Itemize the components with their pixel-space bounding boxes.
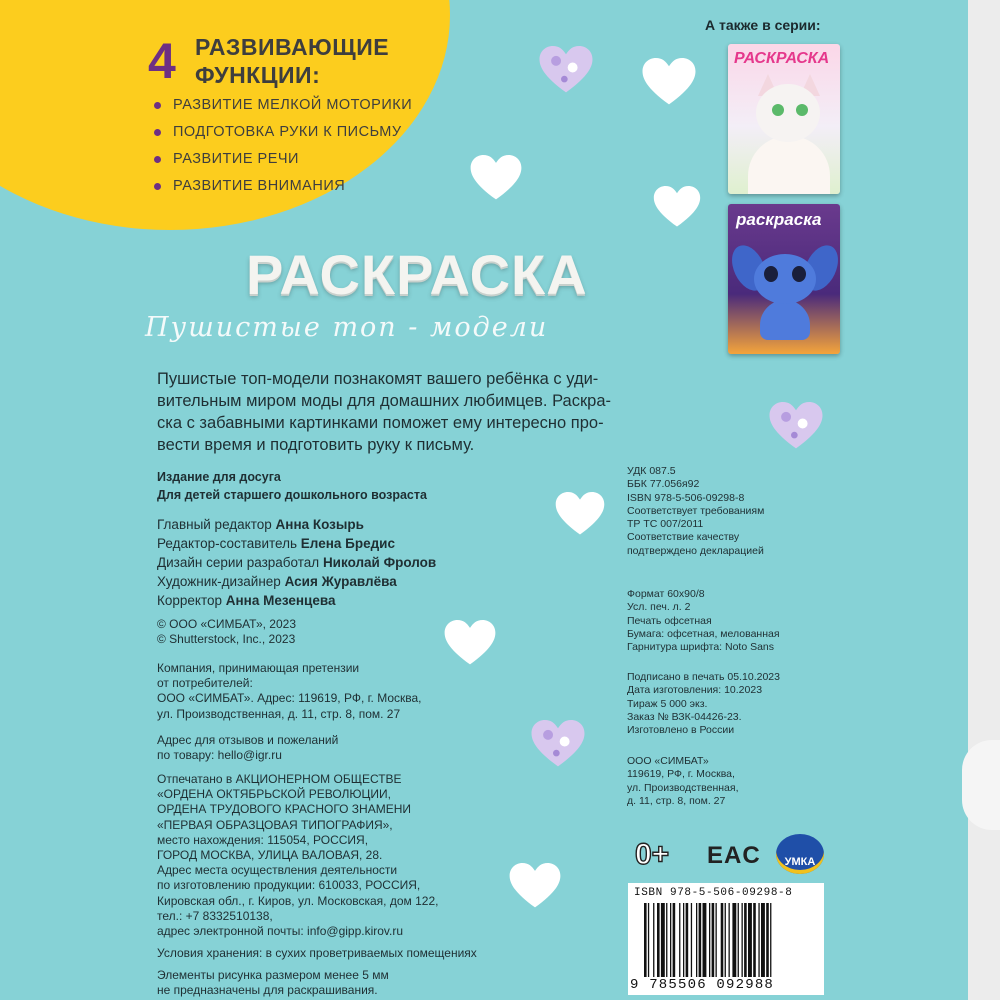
barcode-bar	[666, 903, 667, 977]
barcode-bar	[709, 903, 710, 977]
credit-name: Анна Козырь	[275, 517, 364, 532]
publisher-line: д. 11, стр. 8, пом. 27	[627, 794, 726, 807]
codes-line: Соответствие качеству	[627, 531, 740, 544]
print-info-line: Дата изготовления: 10.2023	[627, 684, 763, 697]
codes-line: подтверждено декларацией	[627, 544, 764, 557]
heart-icon	[508, 863, 562, 909]
publisher-block	[627, 755, 738, 808]
description-line: вести время и подготовить руку к письму.	[157, 436, 475, 454]
stitch-head-shape	[754, 254, 816, 304]
credit-role: Редактор-составитель	[157, 536, 298, 551]
print-info-line: Заказ № ВЗК-04426-23.	[627, 710, 742, 723]
barcode-bar	[721, 903, 724, 977]
printer-block	[157, 772, 438, 939]
storage-conditions: Условия хранения: в сухих проветриваемых помещениях	[157, 946, 477, 960]
barcode-bar	[716, 903, 717, 977]
edition-line: Для детей старшего дошкольного возраста	[157, 488, 427, 502]
series-heading: А также в серии:	[705, 17, 821, 33]
features-title-line: ФУНКЦИИ:	[195, 62, 321, 88]
features-number: 4	[148, 33, 176, 89]
heart-icon	[640, 58, 698, 106]
description-line: Пушистые топ-модели познакомят вашего ребёнка с уди-	[157, 370, 599, 388]
codes-line: ISBN 978-5-506-09298-8	[627, 491, 745, 504]
barcode-bar	[683, 903, 684, 977]
barcode-bar	[679, 903, 680, 977]
credit-name: Елена Бредис	[300, 536, 395, 551]
printer-line: ОРДЕНА ТРУДОВОГО КРАСНОГО ЗНАМЕНИ	[157, 802, 412, 817]
heart-icon	[652, 186, 702, 228]
printer-line: по изготовлению продукции: 610033, РОССИЯ,	[157, 878, 421, 893]
barcode-bar	[661, 903, 665, 977]
credit-name: Анна Мезенцева	[225, 593, 336, 608]
edition-line: Издание для досуга	[157, 470, 281, 484]
print-info-line: Подписано в печать 05.10.2023	[627, 671, 780, 683]
barcode	[628, 883, 824, 995]
book-subtitle: Пушистые топ - модели	[145, 312, 549, 343]
barcode-bar	[673, 903, 676, 977]
series-book-title: раскраска	[736, 210, 822, 229]
page-edge	[968, 0, 1000, 1000]
printer-line: Кировская обл., г. Киров, ул. Московская, дом 122,	[157, 893, 439, 908]
barcode-bar	[696, 903, 697, 977]
format-line: Гарнитура шрифта: Noto Sans	[627, 641, 775, 654]
credit-role: Главный редактор	[157, 517, 272, 532]
heart-icon	[443, 620, 497, 666]
print-info-block	[627, 671, 780, 737]
age-rating-badge: 0+	[635, 838, 670, 871]
credit-role: Корректор	[157, 593, 223, 608]
barcode-bar	[703, 903, 707, 977]
feature-item: РАЗВИТИЕ МЕЛКОЙ МОТОРИКИ	[152, 94, 412, 121]
barcode-bar	[648, 903, 649, 977]
format-line: Бумага: офсетная, мелованная	[627, 627, 780, 640]
claims-line: ул. Производственная, д. 11, стр. 8, пом. 27	[157, 706, 401, 721]
barcode-bar	[725, 903, 726, 977]
credit-role: Дизайн серии разработал	[157, 555, 320, 570]
print-info-line: Изготовлено в России	[627, 724, 735, 737]
credit-row	[157, 572, 436, 591]
stitch-eye-shape	[764, 266, 778, 282]
format-block	[627, 588, 780, 654]
umka-logo: УМКА	[776, 834, 824, 874]
barcode-bar	[738, 903, 739, 977]
publisher-line: ООО «СИМБАТ»	[627, 755, 709, 767]
kitten-eye-shape	[772, 104, 784, 116]
format-line: Формат 60x90/8	[627, 588, 705, 600]
page-edge-shadow	[962, 740, 1000, 830]
credit-name: Николай Фролов	[322, 555, 437, 570]
codes-line: ББК 77.056я92	[627, 478, 700, 491]
barcode-digits: 9 785506 092988	[630, 977, 775, 993]
series-book-stitch	[728, 204, 840, 354]
copyright-line: © ООО «СИМБАТ», 2023	[157, 617, 296, 631]
feature-item: РАЗВИТИЕ РЕЧИ	[152, 148, 412, 175]
credit-row	[157, 515, 436, 534]
printer-line: тел.: +7 8332510138,	[157, 908, 273, 923]
barcode-bar	[653, 903, 654, 977]
barcode-isbn: ISBN 978-5-506-09298-8	[634, 887, 793, 899]
stitch-body-shape	[760, 300, 810, 340]
warning-block	[157, 968, 389, 998]
feedback-line: Адрес для отзывов и пожеланий	[157, 733, 339, 747]
warning-line: не предназначены для раскрашивания.	[157, 983, 378, 998]
book-title: РАСКРАСКА	[246, 243, 588, 306]
printer-line: место нахождения: 115054, РОССИЯ,	[157, 832, 369, 847]
publisher-line: ул. Производственная,	[627, 781, 739, 794]
codes-line: УДК 087.5	[627, 465, 676, 477]
barcode-bar	[753, 903, 756, 977]
printer-line: «ОРДЕНА ОКТЯБРЬСКОЙ РЕВОЛЮЦИИ,	[157, 787, 391, 802]
description-line: ска с забавными картинками поможет ему интересно про-	[157, 414, 604, 432]
eac-mark-icon: EAC	[707, 842, 761, 869]
sparkle-heart-icon	[538, 46, 594, 94]
credit-name: Асия Журавлёва	[284, 574, 397, 589]
warning-line: Элементы рисунка размером менее 5 мм	[157, 968, 389, 982]
stitch-eye-shape	[792, 266, 806, 282]
features-title	[195, 33, 389, 89]
heart-icon	[468, 155, 524, 201]
barcode-bar	[670, 903, 671, 977]
claims-line: ООО «СИМБАТ». Адрес: 119619, РФ, г. Москва,	[157, 691, 422, 706]
edition-info	[157, 468, 427, 504]
kitten-head-shape	[756, 84, 820, 142]
barcode-bar	[770, 903, 771, 977]
copyright-line: © Shutterstock, Inc., 2023	[157, 632, 296, 647]
feature-item: РАЗВИТИЕ ВНИМАНИЯ	[152, 175, 412, 202]
credits-list	[157, 515, 436, 610]
kitten-body-shape	[748, 136, 830, 194]
printer-line: Адрес места осуществления деятельности	[157, 863, 398, 878]
claims-line: Компания, принимающая претензии	[157, 661, 360, 675]
heart-icon	[554, 492, 606, 536]
barcode-bar	[742, 903, 743, 977]
feedback-block	[157, 733, 338, 763]
claims-line: от потребителей:	[157, 676, 253, 691]
barcode-bar	[686, 903, 689, 977]
codes-block	[627, 465, 764, 558]
format-line: Печать офсетная	[627, 614, 712, 627]
barcode-bar	[744, 903, 747, 977]
book-description	[157, 368, 717, 456]
barcode-graphic	[644, 903, 820, 977]
barcode-bar	[766, 903, 769, 977]
barcode-bar	[712, 903, 715, 977]
feedback-line: по товару: hello@igr.ru	[157, 748, 282, 763]
print-info-line: Тираж 5 000 экз.	[627, 697, 708, 710]
copyright-block	[157, 617, 296, 647]
barcode-bar	[699, 903, 702, 977]
barcode-bar	[644, 903, 647, 977]
format-line: Усл. печ. л. 2	[627, 601, 691, 614]
barcode-bar	[657, 903, 660, 977]
credit-role: Художник-дизайнер	[157, 574, 281, 589]
features-title-line: РАЗВИВАЮЩИЕ	[195, 34, 390, 60]
barcode-bar	[758, 903, 759, 977]
printer-line: Отпечатано в АКЦИОНЕРНОМ ОБЩЕСТВЕ	[157, 772, 402, 786]
credit-row	[157, 591, 436, 610]
codes-line: ТР ТС 007/2011	[627, 518, 704, 531]
printer-line: «ПЕРВАЯ ОБРАЗЦОВАЯ ТИПОГРАФИЯ»,	[157, 817, 393, 832]
series-book-title: РАСКРАСКА	[734, 50, 830, 67]
barcode-bar	[729, 903, 730, 977]
feature-item: ПОДГОТОВКА РУКИ К ПИСЬМУ	[152, 121, 412, 148]
claims-block	[157, 661, 422, 722]
kitten-eye-shape	[796, 104, 808, 116]
publisher-line: 119619, РФ, г. Москва,	[627, 768, 735, 781]
barcode-bar	[748, 903, 752, 977]
sparkle-heart-icon	[768, 402, 824, 450]
sparkle-heart-icon	[530, 720, 586, 768]
barcode-bar	[732, 903, 736, 977]
barcode-bar	[761, 903, 765, 977]
credit-row	[157, 553, 436, 572]
printer-line: адрес электронной почты: info@gipp.kirov.ru	[157, 924, 404, 939]
credit-row	[157, 534, 436, 553]
barcode-bar	[691, 903, 692, 977]
series-book-kitten	[728, 44, 840, 194]
barcode-bars	[644, 903, 820, 977]
features-list	[152, 94, 412, 202]
description-line: вительным миром моды для домашних любимцев. Раскра-	[157, 392, 612, 410]
printer-line: ГОРОД МОСКВА, УЛИЦА ВАЛОВАЯ, 28.	[157, 848, 383, 863]
codes-line: Соответствует требованиям	[627, 504, 765, 517]
